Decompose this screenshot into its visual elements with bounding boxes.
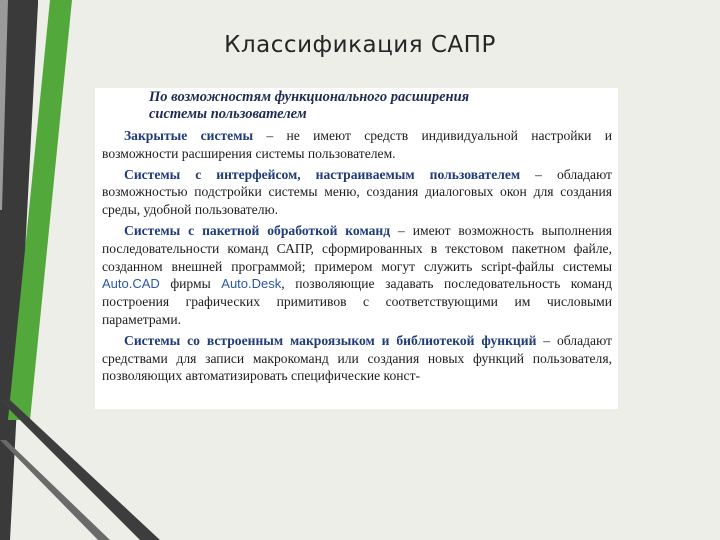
heading-line-2: системы пользователем xyxy=(149,106,307,122)
term-batch-commands: Системы с пакетной обработкой команд xyxy=(124,222,391,238)
paragraph-batch-commands xyxy=(102,222,612,329)
paragraph-custom-interface xyxy=(102,166,612,219)
paragraph-macro-language xyxy=(102,332,612,385)
brand-autodesk: Auto.Desk xyxy=(221,276,282,292)
slide-title: Классификация САПР xyxy=(224,32,496,58)
bottom-diagonal-stripe xyxy=(0,400,160,540)
paragraph-text: – не имеют средств индивидуальной настройки и возможности расширения системы пользователем. xyxy=(102,128,613,161)
paragraph-text: – обладают возможностью подстройки системы меню, создания диалоговых окон для создания среды, удобной пользователю. xyxy=(102,166,613,218)
heading-line-1: По возможностям функционального расширения xyxy=(149,89,470,105)
left-green-stripe xyxy=(8,0,72,420)
brand-autocad: Auto.CAD xyxy=(102,276,160,292)
content-heading xyxy=(149,89,612,123)
term-custom-interface: Системы с интерфейсом, настраиваемым пользователем xyxy=(124,166,521,182)
content-image xyxy=(95,88,618,409)
paragraph-closed-systems xyxy=(102,127,612,163)
left-dark-stripe xyxy=(0,0,38,540)
term-macro-language: Системы со встроенным макроязыком и библиотекой функций xyxy=(124,332,537,348)
paragraph-text: – обладают средствами для записи макрокоманд или создания новых функций пользователя, позволяющих автоматизировать специфические конст- xyxy=(102,332,612,384)
paragraph-text: , позволяющие задавать последовательность команд построения графических примитивов с соответствующими им числовыми параметрами. xyxy=(102,276,612,327)
bottom-diagonal-thin xyxy=(0,440,110,540)
paragraph-text: – имеют возможность выполнения последовательности команд САПР, сформированных в текстовом пакетном файле, созданном внешней программой; примером могут служить script-файлы системы xyxy=(102,222,612,274)
paragraph-text: фирмы xyxy=(159,276,222,292)
term-closed-systems: Закрытые системы xyxy=(124,128,254,143)
